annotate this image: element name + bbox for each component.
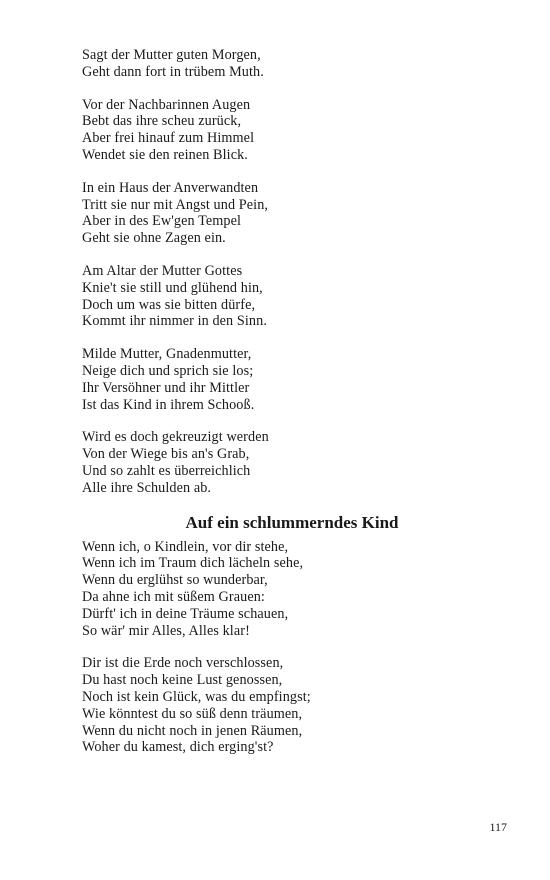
- verse-line: Milde Mutter, Gnadenmutter,: [82, 346, 252, 363]
- verse-line: Sagt der Mutter guten Morgen,: [82, 47, 261, 63]
- stanza: [82, 97, 502, 164]
- verse-line: Geht sie ohne Zagen ein.: [82, 230, 226, 247]
- verse-line: Doch um was sie bitten dürfe,: [82, 296, 256, 313]
- verse-line: Ist das Kind in ihrem Schooß.: [82, 396, 255, 413]
- verse-line: Dürft' ich in deine Träume schauen,: [82, 605, 289, 622]
- verse-line: Geht dann fort in trübem Muth.: [82, 63, 264, 80]
- verse-line: So wär' mir Alles, Alles klar!: [82, 622, 250, 639]
- verse-line: Da ahne ich mit süßem Grauen:: [82, 588, 265, 605]
- verse-line: Am Altar der Mutter Gottes: [82, 262, 243, 279]
- verse-line: Alle ihre Schulden ab.: [82, 479, 212, 496]
- verse-line: Noch ist kein Glück, was du empfingst;: [82, 688, 311, 705]
- verse-line: Knie't sie still und glühend hin,: [82, 279, 263, 296]
- verse-line: Wendet sie den reinen Blick.: [82, 146, 248, 163]
- stanza: [82, 47, 502, 81]
- poem-auf-ein-schlummerndes-kind: [82, 539, 502, 757]
- verse-line: Vor der Nachbarinnen Augen: [82, 96, 251, 113]
- verse-line: Wird es doch gekreuzigt werden: [82, 429, 269, 446]
- verse-line: Du hast noch keine Lust genossen,: [82, 672, 283, 689]
- verse-line: In ein Haus der Anverwandten: [82, 179, 259, 196]
- verse-line: Von der Wiege bis an's Grab,: [82, 446, 250, 463]
- verse-line: Wenn ich im Traum dich lächeln sehe,: [82, 555, 304, 572]
- verse-line: Und so zahlt es überreichlich: [82, 462, 251, 479]
- verse-line: Wenn du erglühst so wunderbar,: [82, 572, 268, 589]
- verse-line: Ihr Versöhner und ihr Mittler: [82, 379, 250, 396]
- stanza: [82, 346, 502, 413]
- verse-line: Neige dich und sprich sie los;: [82, 362, 254, 379]
- verse-line: Wie könntest du so süß denn träumen,: [82, 705, 303, 722]
- stanza: [82, 263, 502, 330]
- verse-line: Dir ist die Erde noch verschlossen,: [82, 655, 284, 672]
- poem-continuation: [82, 47, 502, 497]
- verse-line: Wenn ich, o Kindlein, vor dir stehe,: [82, 538, 289, 555]
- verse-line: Bebt das ihre scheu zurück,: [82, 113, 242, 130]
- page-body: [82, 47, 502, 772]
- verse-line: Kommt ihr nimmer in den Sinn.: [82, 313, 267, 330]
- verse-line: Woher du kamest, dich erging'st?: [82, 739, 274, 756]
- stanza: [82, 539, 502, 640]
- verse-line: Aber in des Ew'gen Tempel: [82, 213, 242, 230]
- poem-title: Auf ein schlummerndes Kind: [185, 512, 399, 532]
- verse-line: Tritt sie nur mit Angst und Pein,: [82, 196, 269, 213]
- page-number: 117: [489, 820, 507, 834]
- verse-line: Aber frei hinauf zum Himmel: [82, 130, 255, 147]
- stanza: [82, 429, 502, 496]
- verse-line: Wenn du nicht noch in jenen Räumen,: [82, 722, 303, 739]
- stanza: [82, 180, 502, 247]
- stanza: [82, 655, 502, 756]
